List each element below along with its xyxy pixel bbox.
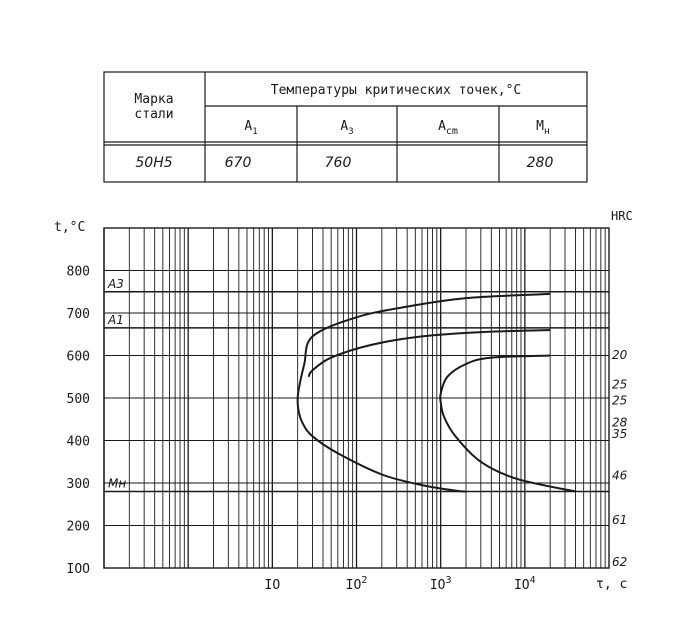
y-tick-label: 500 <box>66 392 90 407</box>
y-tick-label: 700 <box>66 307 90 322</box>
cell-steel-grade: 50Н5 <box>135 155 173 171</box>
y-tick-label: 300 <box>66 477 90 492</box>
hrc-label: 62 <box>612 554 628 569</box>
curve-bainite-start <box>440 356 575 492</box>
x-tick-exponent: 2 <box>361 575 368 586</box>
y-tick-label: 400 <box>66 434 90 450</box>
table-values <box>135 155 553 171</box>
curve-pearlite-start <box>298 294 551 492</box>
hrc-label: 35 <box>612 426 628 441</box>
x-tick-label: $IO^2$ <box>345 575 368 593</box>
chart-grid <box>104 228 609 568</box>
x-tick-label: $IO^3$ <box>429 575 452 593</box>
x-tick-exponent: 4 <box>529 575 536 586</box>
critical-line-label: Mн <box>108 476 127 491</box>
critical-line-label: A3 <box>108 276 124 291</box>
x-tick-exponent: 3 <box>445 575 452 586</box>
table-header-unit: °C <box>505 83 522 98</box>
ttt-diagram <box>54 209 633 593</box>
table-header-temperatures <box>271 83 521 98</box>
hrc-label: 20 <box>612 348 628 363</box>
hrc-label: 25 <box>612 377 628 392</box>
x-axis-label: τ, с <box>596 577 628 592</box>
hrc-label: 28 <box>612 415 628 430</box>
x-tick-label: IO <box>264 578 281 593</box>
column-header-Mn: $M_н$ <box>536 119 550 137</box>
cell-Mn: 280 <box>526 155 554 171</box>
y-axis-label: t,°C <box>54 220 86 235</box>
hrc-label: 61 <box>612 513 628 528</box>
cell-A3: 760 <box>324 155 352 171</box>
hrc-label: 46 <box>612 468 628 483</box>
x-axis-ticks <box>265 575 536 593</box>
curve-pearlite-finish <box>309 330 551 377</box>
x-tick-label: $IO^4$ <box>513 575 536 593</box>
y-tick-label: 600 <box>66 349 90 365</box>
hrc-label: 25 <box>612 393 628 408</box>
table-text <box>134 83 550 137</box>
column-header-A1: $A_1$ <box>244 119 258 137</box>
table-header-steel-line2: стали <box>134 107 174 122</box>
cell-A1: 670 <box>224 155 252 171</box>
column-header-Acm: $A_{cm}$ <box>438 119 458 137</box>
table-header-steel-line1: Марка <box>134 92 174 107</box>
y-tick-label: 200 <box>66 519 90 535</box>
right-axis-label: HRC <box>611 209 633 223</box>
critical-line-label: A1 <box>108 312 124 327</box>
column-header-A3: $A_3$ <box>340 119 354 137</box>
table-header-temperatures-text: Температуры критических точек, <box>270 83 506 98</box>
y-tick-label: IOO <box>66 562 90 577</box>
y-tick-label: 800 <box>66 264 90 280</box>
y-axis-ticks <box>67 265 91 578</box>
hrc-labels <box>612 348 628 569</box>
